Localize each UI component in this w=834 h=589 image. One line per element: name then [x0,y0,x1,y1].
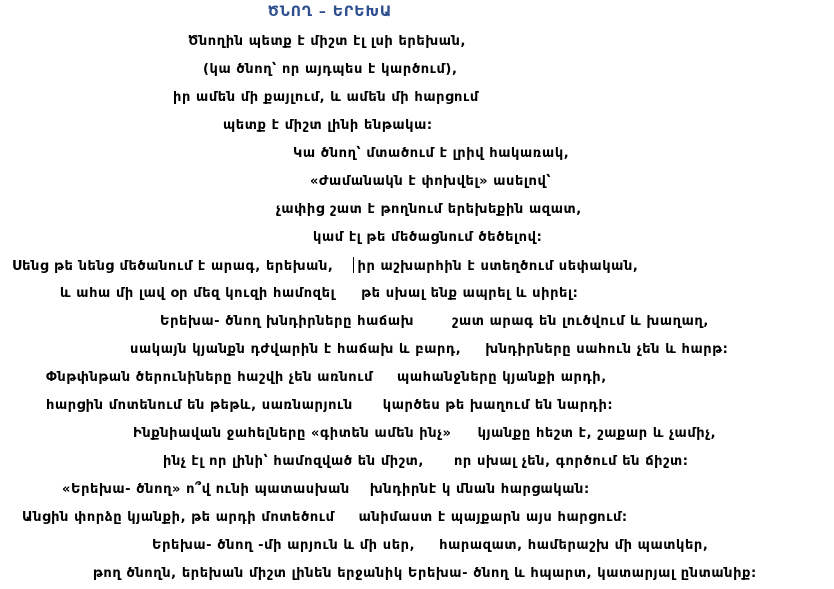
poem-line: կամ էլ թե մեծացնում ծեծելով: [313,230,543,245]
poem-line-part: ինչ էլ որ լինի՝ համոզված են միշտ, [163,454,424,469]
poem-line [46,397,613,415]
poem-line [62,481,590,499]
poem-line [160,313,709,331]
poem-line [60,285,578,303]
poem-line-part: իր աշխարհին է ստեղծում սեփական, [357,259,639,274]
poem-line-part: թե սխալ ենք ապրել և սիրել: [361,286,579,301]
poem-line-part: պահանջները կյանքի արդի, [397,370,607,385]
poem-line-part: Սենց թե նենց մեծանում է արագ, երեխան, [12,259,334,274]
poem-line-part: որ սխալ չեն, գործում են ճիշտ: [453,454,689,469]
poem-line-part: Երեխա- ծնող -մի արյուն և մի սեր, [152,538,416,553]
text-cursor [353,257,354,273]
poem-line: իր ամեն մի քայլում, և ամեն մի հարցում [173,90,479,105]
poem-line-part: և ահա մի լավ օր մեզ կուզի համոզել [60,286,336,301]
poem-line: (կա ծնող՝ որ այդպես է կարծում), [203,62,458,77]
poem-line: Ծնողին պետք է միշտ էլ լսի երեխան, [188,34,467,49]
poem-line-part: շատ արագ են լուծվում և խաղաղ, [452,314,709,329]
poem-line-part: Երեխա- ծնող խնդիրները հաճախ [160,314,415,329]
poem-line: «Ժամանակն է փոխվել» ասելով՝ [310,174,552,189]
poem-line: պետք է միշտ լինի ենթակա: [223,118,433,133]
poem-line [22,509,628,527]
poem-line-part: կյանքը հեշտ է, շաքար և չամիչ, [477,426,717,441]
poem-line-part: խնդիրնէ կ մնան հարցական: [369,482,590,497]
poem-title: ԾՆՈՂ – ԵՐԵԽԱ [267,4,393,20]
poem-line-part: «Երեխա- ծնող» ո՞վ ունի պատասխան [62,482,350,497]
poem-line [12,257,638,276]
poem-line: չափից շատ է թողնում երեխեքին ազատ, [276,202,582,217]
poem-line-part: անիմաստ է պայքարն այս հարցում: [358,510,628,525]
poem-line [130,341,728,359]
poem-line-part: հարցին մոտենում են թեթև, սառնարյուն [46,398,353,413]
poem-line-part: հարազատ, համերաշխ մի պատկեր, [439,538,709,553]
poem-line-part: Փնթփնթան ծերունիները հաշվի չեն առնում [46,370,374,385]
poem-line-part: կարծես թե խաղում են նարդի: [382,398,614,413]
poem-line-part: սակայն կյանքն դժվարին է հաճախ և բարդ, [130,342,462,357]
poem-line-part: Անցին փորձը կյանքի, թե արդի մոտեծում [22,510,335,525]
poem-line [152,537,708,555]
poem-line-part: խնդիրները սահուն չեն և հարթ: [485,342,729,357]
poem-line [163,453,689,471]
poem-line: թող ծնողն, երեխան միշտ լինեն երջանիկ Երեխա- ծնող և հպարտ, կատարյալ ընտանիք: [93,566,757,581]
poem-line [133,425,716,443]
poem-line [46,369,607,387]
poem-line-part: Ինքնիավան ջահելները «գիտեն ամեն ինչ» [133,426,452,441]
poem-line: Կա ծնող՝ մտածում է լրիվ հակառակ, [293,146,570,161]
